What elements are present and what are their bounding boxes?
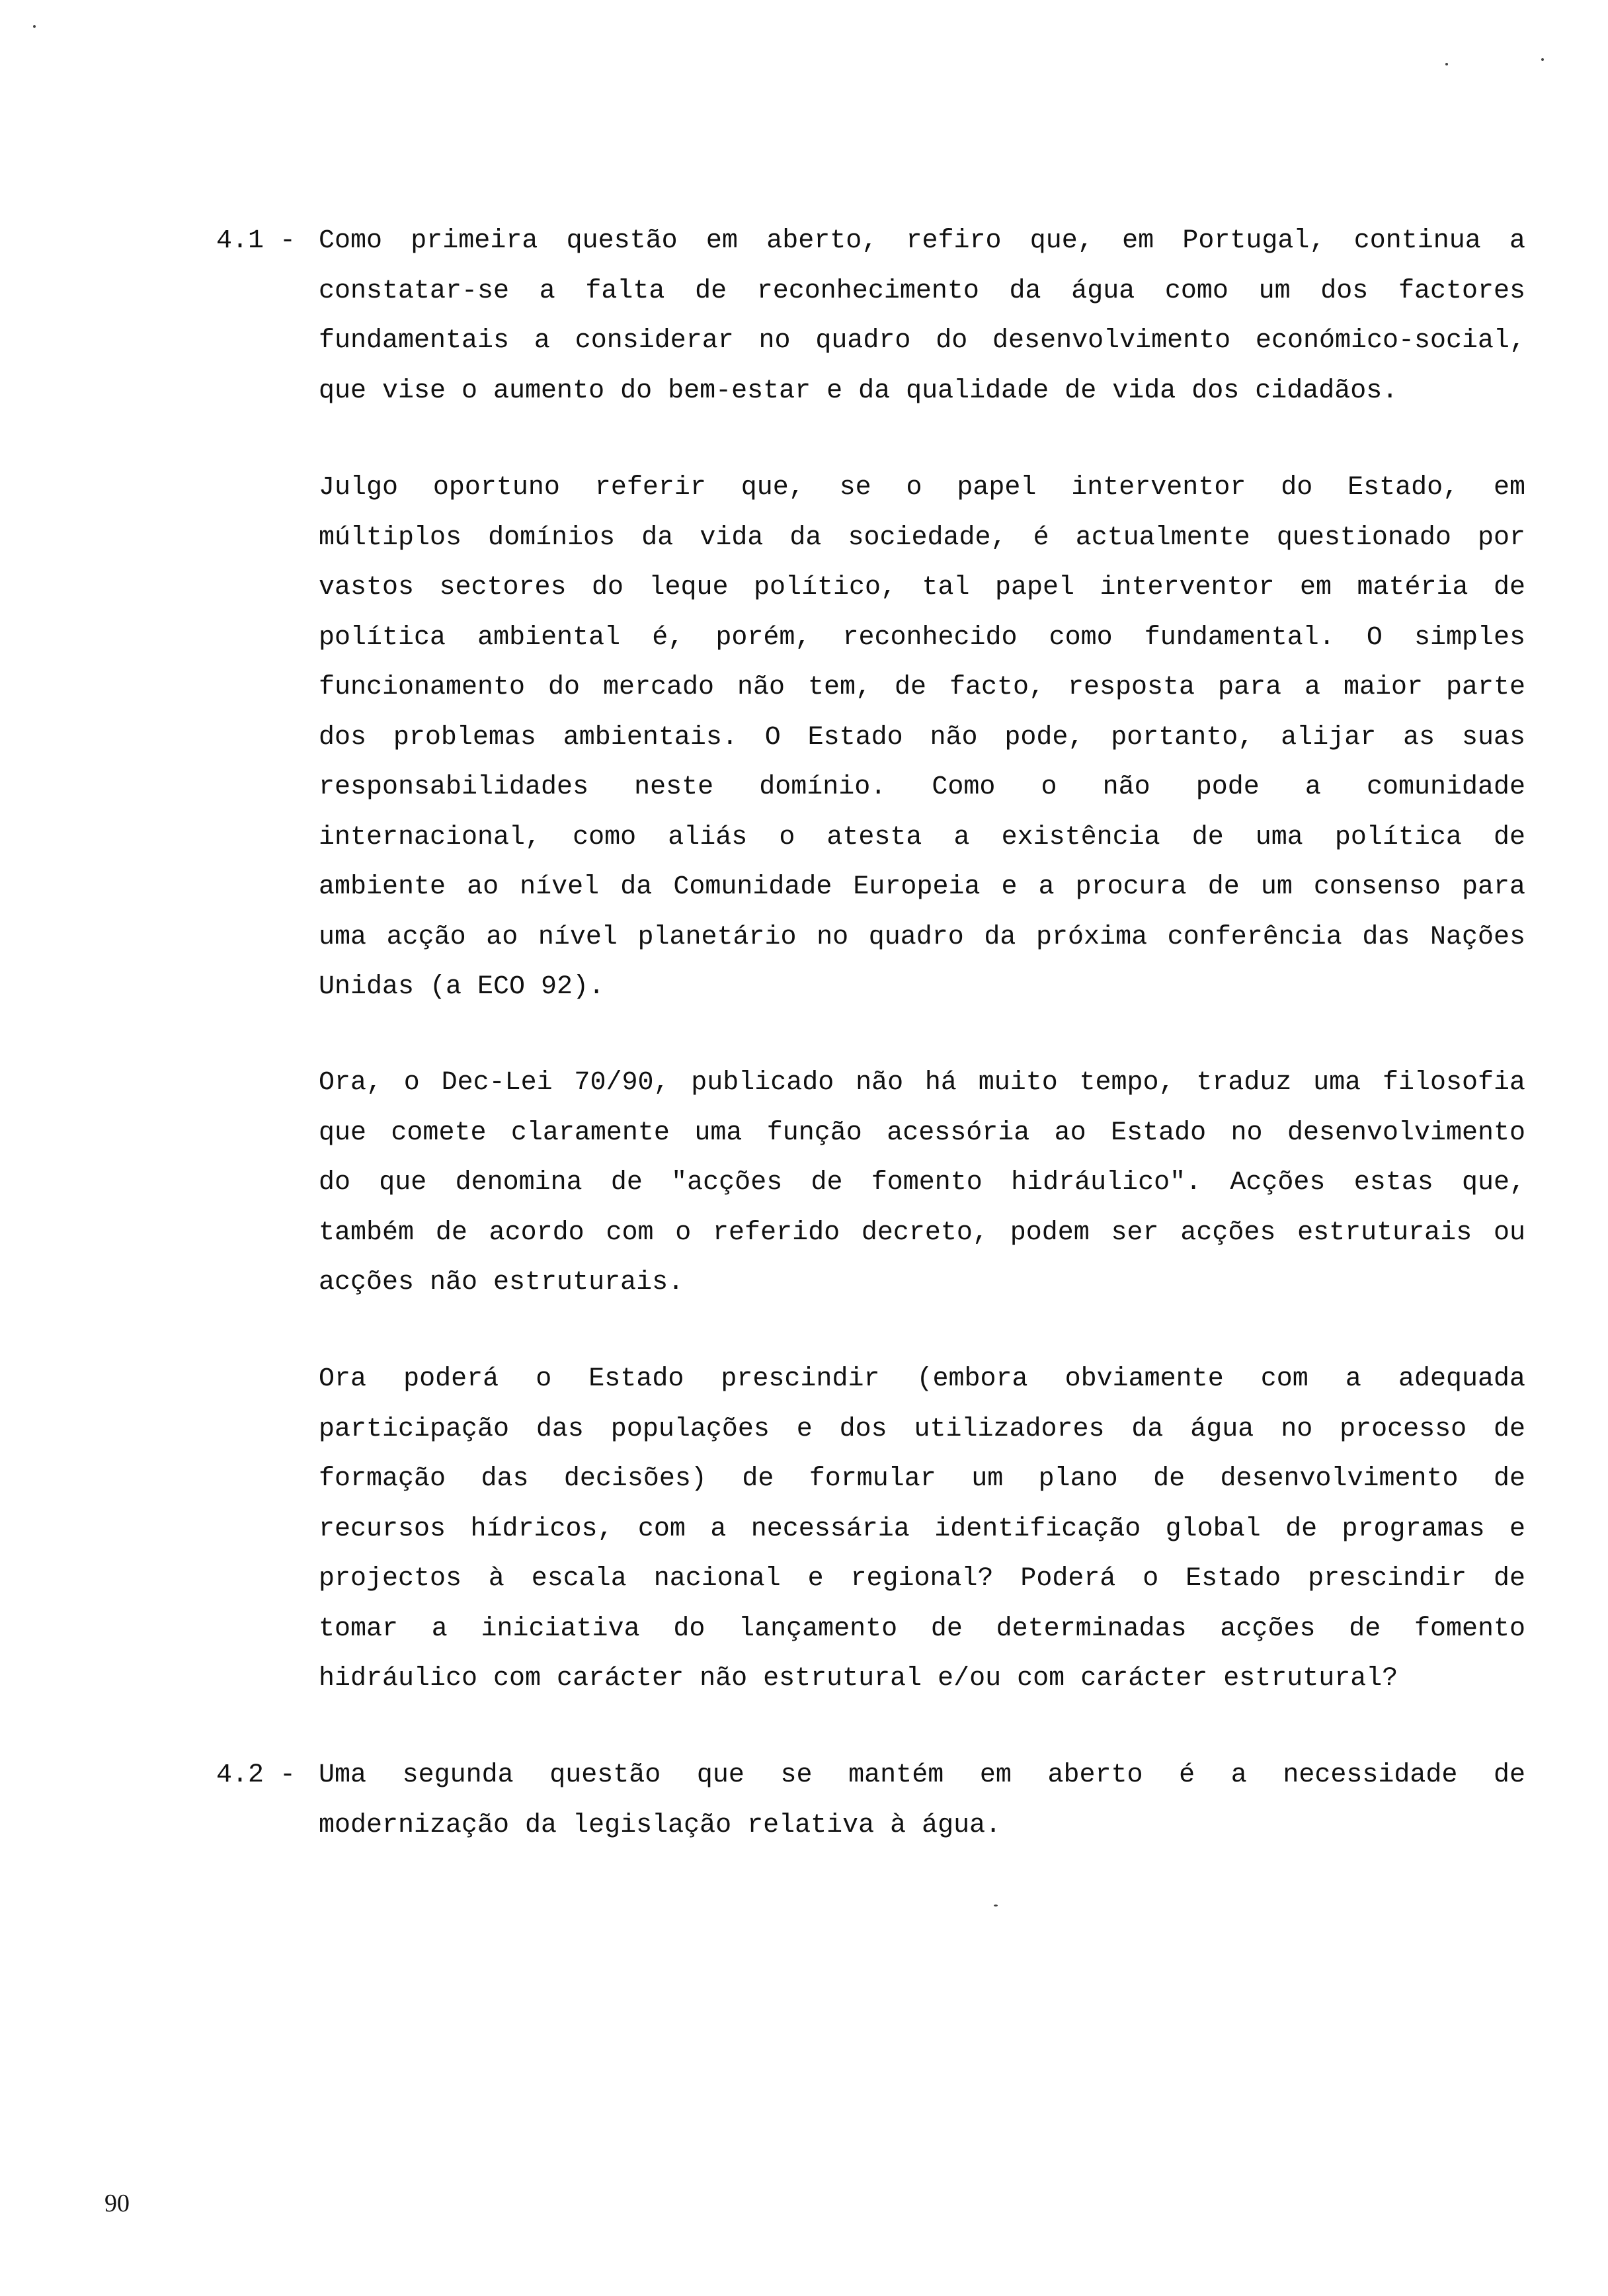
text-line: Unidas (a ECO 92). (319, 972, 605, 1002)
text-line: Julgo oportuno referir que, se o papel interventor do Estado, em (319, 473, 1525, 503)
scan-speck (994, 1905, 998, 1906)
section-number: 4.1 - (216, 226, 296, 256)
paragraph (319, 216, 1525, 416)
scan-speck (1445, 63, 1448, 65)
section-number: 4.2 - (216, 1760, 296, 1790)
paragraph (319, 1058, 1525, 1308)
text-line: hidráulico com carácter não estrutural e/ou com carácter estrutural? (319, 1664, 1398, 1694)
text-line: Como primeira questão em aberto, refiro que, em Portugal, continua a (319, 226, 1525, 256)
text-line: múltiplos domínios da vida da sociedade, é actualmente questionado por (319, 522, 1525, 553)
text-line: vastos sectores do leque político, tal papel interventor em matéria de (319, 573, 1525, 602)
text-line: modernização da legislação relativa à água. (319, 1810, 1002, 1840)
text-line: constatar-se a falta de reconhecimento da água como um dos factores (319, 276, 1525, 306)
paragraph (319, 1750, 1525, 1850)
text-line: recursos hídricos, com a necessária identificação global de programas e (319, 1514, 1525, 1544)
text-line: dos problemas ambientais. O Estado não pode, portanto, alijar as suas (319, 722, 1525, 753)
text-line: ambiente ao nível da Comunidade Europeia e a procura de um consenso para (319, 872, 1525, 902)
text-line: internacional, como aliás o atesta a existência de uma política de (319, 822, 1525, 852)
text-line: do que denomina de "acções de fomento hidráulico". Acções estas que, (319, 1168, 1525, 1198)
scan-speck (33, 25, 36, 28)
text-line: responsabilidades neste domínio. Como o não pode a comunidade (319, 772, 1525, 802)
text-line: fundamentais a considerar no quadro do desenvolvimento económico-social, (319, 326, 1525, 356)
page-number: 90 (104, 2190, 130, 2217)
text-line: política ambiental é, porém, reconhecido como fundamental. O simples (319, 622, 1525, 653)
text-line: projectos à escala nacional e regional? Poderá o Estado prescindir de (319, 1564, 1525, 1594)
text-line: uma acção ao nível planetário no quadro da próxima conferência das Nações (319, 922, 1525, 952)
text-line: participação das populações e dos utilizadores da água no processo de (319, 1414, 1525, 1444)
text-line: que vise o aumento do bem-estar e da qualidade de vida dos cidadãos. (319, 376, 1398, 406)
text-line: acções não estruturais. (319, 1268, 684, 1297)
text-line: também de acordo com o referido decreto, podem ser acções estruturais ou (319, 1217, 1525, 1248)
scan-speck (1541, 58, 1544, 61)
text-line: Ora poderá o Estado prescindir (embora obviamente com a adequada (319, 1364, 1525, 1394)
text-line: funcionamento do mercado não tem, de facto, resposta para a maior parte (319, 673, 1525, 702)
text-line: tomar a iniciativa do lançamento de determinadas acções de fomento (319, 1614, 1525, 1644)
text-line: formação das decisões) de formular um plano de desenvolvimento de (319, 1464, 1525, 1494)
paragraph (319, 463, 1525, 1012)
text-line: Uma segunda questão que se mantém em aberto é a necessidade de (319, 1760, 1525, 1790)
paragraph (319, 1354, 1525, 1704)
text-line: Ora, o Dec-Lei 70/90, publicado não há muito tempo, traduz uma filosofia (319, 1068, 1525, 1098)
text-line: que comete claramente uma função acessória ao Estado no desenvolvimento (319, 1118, 1525, 1148)
